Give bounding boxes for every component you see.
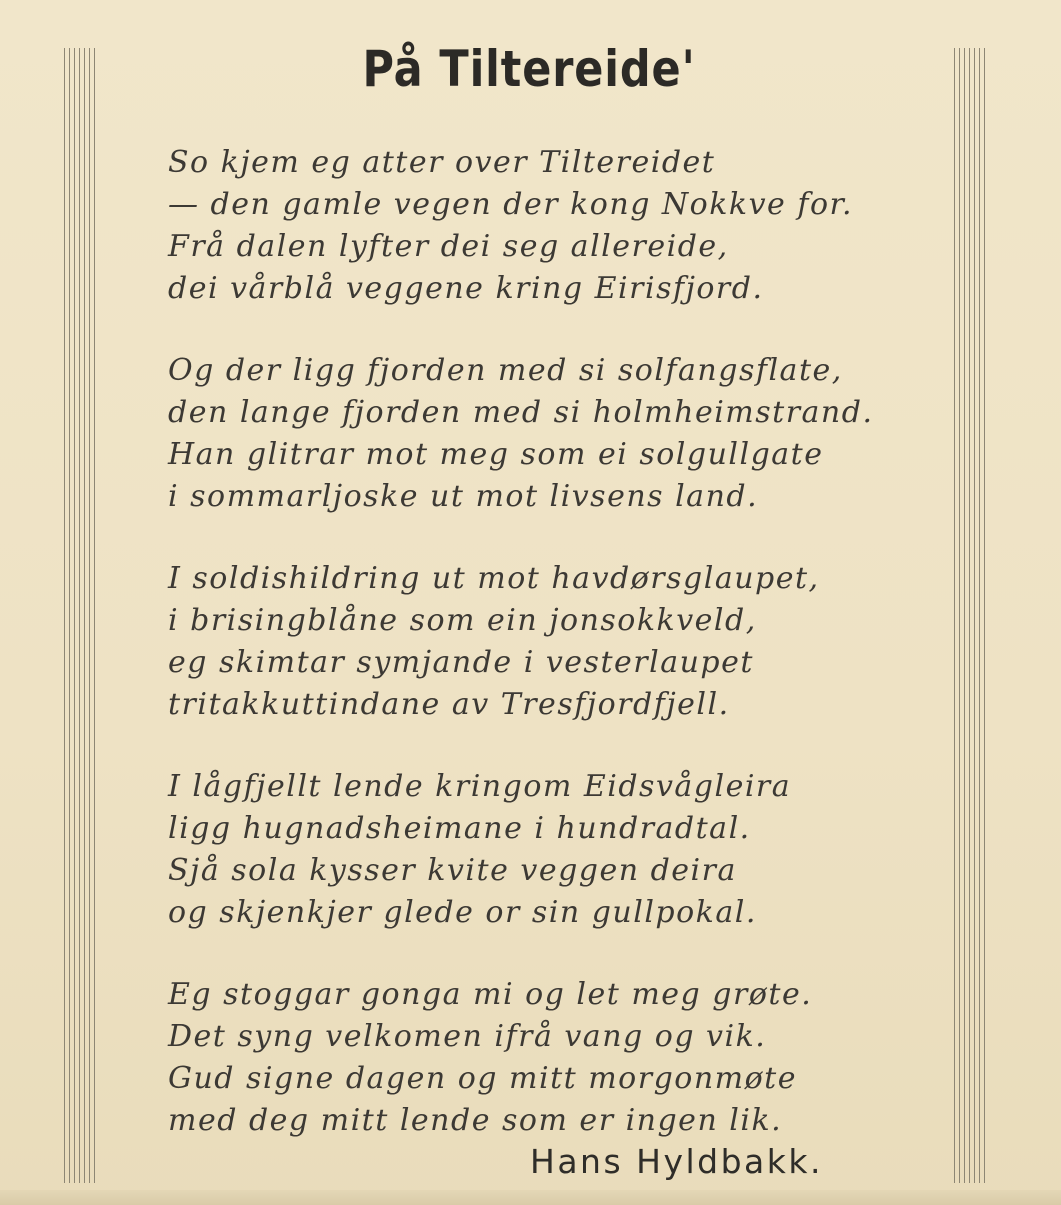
poem-line: Gud signe dagen og mitt morgonmøte (168, 1061, 797, 1096)
stanza-1 (168, 142, 928, 310)
poem-line: tritakkuttindane av Tresfjordfjell. (168, 687, 730, 722)
poem-line: Frå dalen lyfter dei seg allereide, (168, 229, 729, 264)
poem-line: ligg hugnadsheimane i hundradtal. (168, 811, 751, 846)
poem-line: med deg mitt lende som er ingen lik. (168, 1103, 783, 1138)
page-bottom-edge (0, 1190, 1061, 1205)
poem-body (168, 142, 928, 1182)
poem-title: På Tiltereide' (362, 40, 696, 98)
poem-line: Og der ligg fjorden med si solfangsflate, (168, 353, 843, 388)
poem-line: I soldishildring ut mot havdørsglaupet, (168, 561, 820, 596)
left-decorative-rules (64, 48, 98, 1183)
poem-line: og skjenkjer glede or sin gullpokal. (168, 895, 757, 930)
poem-line: dei vårblå veggene kring Eirisfjord. (168, 271, 764, 306)
stanza-5 (168, 974, 928, 1142)
poem-author: Hans Hyldbakk. (530, 1142, 823, 1181)
poem-line: eg skimtar symjande i vesterlaupet (168, 645, 754, 680)
stanza-4 (168, 766, 928, 934)
poem-line: den lange fjorden med si holmheimstrand. (168, 395, 874, 430)
poem-line: Sjå sola kysser kvite veggen deira (168, 853, 737, 888)
poem-line: i brisingblåne som ein jonsokkveld, (168, 603, 757, 638)
poem-line: Han glitrar mot meg som ei solgullgate (168, 437, 824, 472)
poem-line: So kjem eg atter over Tiltereidet (168, 145, 716, 180)
poem-line: I lågfjellt lende kringom Eidsvågleira (168, 769, 792, 804)
stanza-3 (168, 558, 928, 726)
right-decorative-rules (954, 48, 988, 1183)
poem-line: i sommarljoske ut mot livsens land. (168, 479, 759, 514)
poem-line: Eg stoggar gonga mi og let meg grøte. (168, 977, 813, 1012)
stanza-2 (168, 350, 928, 518)
poem-line: — den gamle vegen der kong Nokkve for. (168, 187, 854, 222)
poem-line: Det syng velkomen ifrå vang og vik. (168, 1019, 767, 1054)
